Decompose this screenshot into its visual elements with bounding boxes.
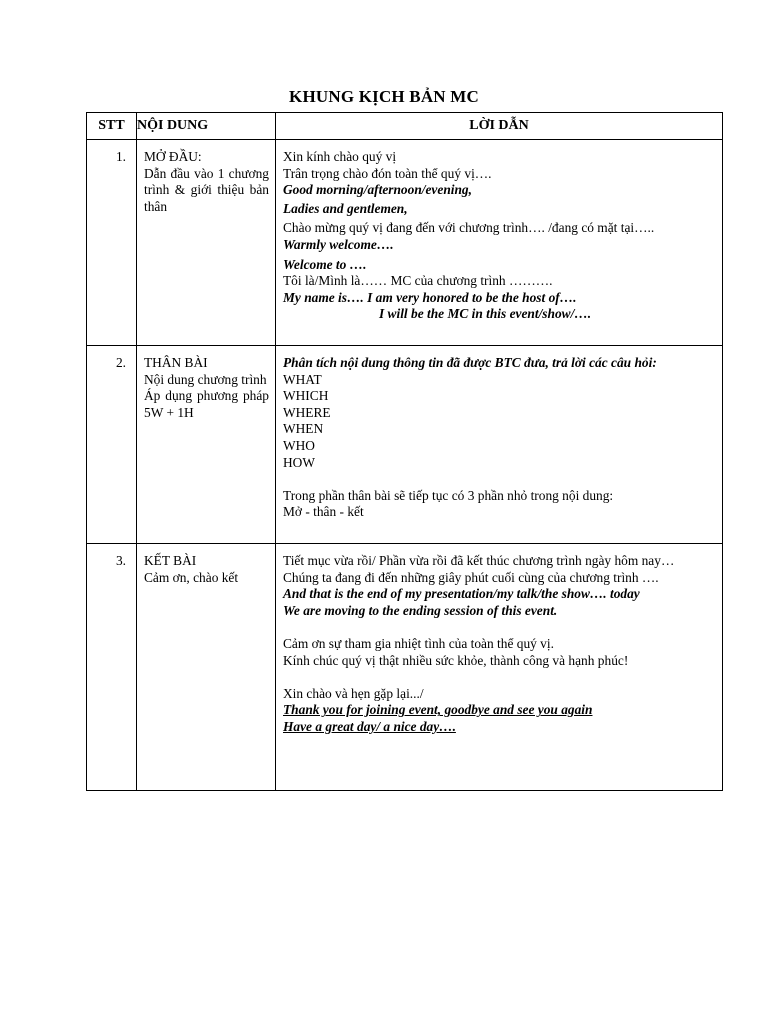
script-cell [276, 346, 723, 544]
section-title: THÂN BÀI [144, 355, 208, 370]
script-line-english: I will be the MC in this event/show/…. [379, 306, 592, 322]
script-line: Xin kính chào quý vị [283, 149, 397, 164]
row-number: 2. [87, 346, 137, 544]
script-line-english: And that is the end of my presentation/my talk/the show…. today [283, 586, 640, 602]
content-cell [137, 346, 276, 544]
table-row-ket-bai [87, 544, 723, 791]
script-line-english: Thank you for joining event, goodbye and see you again [283, 702, 593, 718]
document-title: KHUNG KỊCH BẢN MC [289, 87, 479, 106]
content-cell [137, 544, 276, 791]
script-line: Chào mừng quý vị đang đến với chương trình…. /đang có mặt tại….. [283, 220, 655, 236]
script-line-english: Ladies and gentlemen, [283, 200, 408, 216]
script-line-english: Warmly welcome…. [283, 236, 394, 252]
section-method: Áp dụng phương pháp 5W + 1H [144, 388, 269, 420]
script-line: Trân trọng chào đón toàn thể quý vị…. [283, 165, 492, 181]
script-line: Tôi là/Mình là…… MC của chương trình ………. [283, 273, 553, 289]
script-line-english: Welcome to …. [283, 256, 367, 272]
table-header-row [87, 113, 723, 140]
row-number: 1. [87, 140, 137, 346]
row-number: 3. [87, 544, 137, 791]
table-row-mo-dau [87, 140, 723, 346]
script-line-english: My name is…. I am very honored to be the host of…. [283, 289, 577, 305]
content-cell [137, 140, 276, 346]
script-cell [276, 140, 723, 346]
script-line: Chúng ta đang đi đến những giây phút cuối cùng của chương trình …. [283, 569, 659, 585]
script-line: Tiết mục vừa rồi/ Phần vừa rồi đã kết thúc chương trình ngày hôm nay… [283, 553, 675, 568]
script-cell [276, 544, 723, 791]
script-line-english: We are moving to the ending session of this event. [283, 602, 558, 618]
section-description: Dẫn đầu vào 1 chương trình & giới thiệu bản thân [144, 165, 269, 214]
section-title: MỞ ĐẦU: [144, 149, 202, 164]
header-stt: STT [87, 113, 137, 140]
header-loi-dan: LỜI DẪN [276, 113, 723, 140]
script-line-english: Have a great day/ a nice day…. [283, 718, 456, 734]
section-title: KẾT BÀI [144, 553, 197, 568]
question-when: WHEN [283, 421, 324, 437]
header-noi-dung: NỘI DUNG [137, 113, 276, 140]
question-how: HOW [283, 454, 315, 470]
script-line: Cảm ơn sự tham gia nhiệt tình của toàn thể quý vị. [283, 635, 554, 651]
question-what: WHAT [283, 371, 322, 387]
question-which: WHICH [283, 388, 329, 404]
script-line-english: Good morning/afternoon/evening, [283, 182, 472, 198]
script-line: Trong phần thân bài sẽ tiếp tục có 3 phần nhỏ trong nội dung: [283, 487, 614, 503]
script-line-instruction: Phân tích nội dung thông tin đã được BTC đưa, trả lời các câu hỏi: [283, 355, 657, 370]
section-description: Nội dung chương trình [144, 371, 267, 387]
script-line: Xin chào và hẹn gặp lại.../ [283, 685, 424, 701]
script-line: Kính chúc quý vị thật nhiều sức khỏe, thành công và hạnh phúc! [283, 652, 629, 668]
mc-script-table [86, 112, 723, 791]
table-row-than-bai [87, 346, 723, 544]
question-who: WHO [283, 437, 315, 453]
question-where: WHERE [283, 404, 331, 420]
script-line: Mở - thân - kết [283, 504, 364, 520]
section-description: Cảm ơn, chào kết [144, 569, 239, 585]
